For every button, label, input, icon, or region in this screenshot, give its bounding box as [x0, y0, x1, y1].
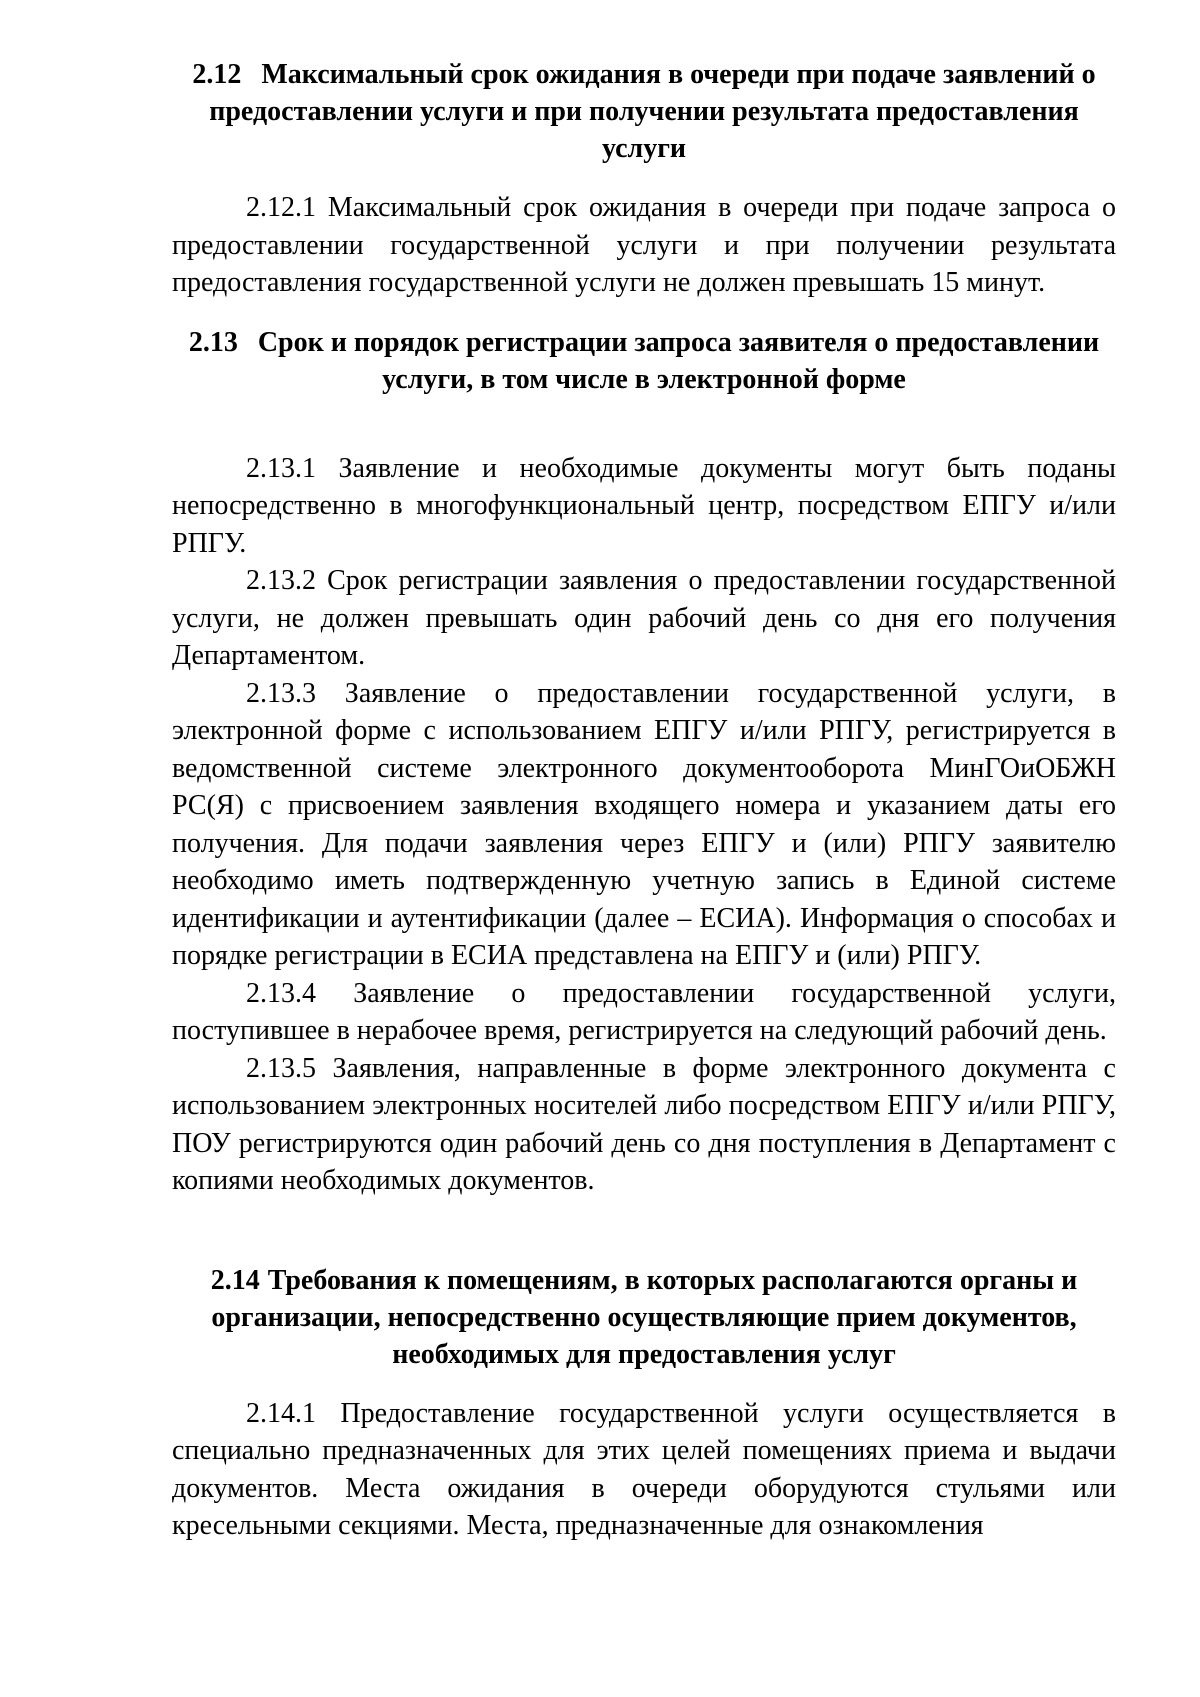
- section-heading-2-14: [172, 1262, 1116, 1373]
- paragraph-2-13-4: 2.13.4 Заявление о предоставлении государственной услуги, поступившее в нерабочее время, регистрируется на следующий рабочий день.: [172, 977, 1116, 1046]
- spacer: [172, 420, 1116, 450]
- section-number: 2.14: [210, 1264, 260, 1296]
- paragraph-2-13-2: 2.13.2 Срок регистрации заявления о предоставлении государственной услуги, не должен превышать один рабочий день со дня его получения Департаментом.: [172, 565, 1116, 671]
- document-body: [172, 56, 1116, 1545]
- section-heading-2-13: [172, 324, 1116, 398]
- section-title: Срок и порядок регистрации запроса заявителя о предоставлении услуги, в том числе в электронной форме: [257, 326, 1100, 395]
- section-title: Требования к помещениям, в которых располагаются органы и организации, непосредственно осуществляющие прием документов, необходимых для предоставления услуг: [211, 1264, 1078, 1370]
- section-number: 2.13: [188, 326, 238, 358]
- spacer: [172, 302, 1116, 324]
- paragraph-2-12-1: 2.12.1 Максимальный срок ожидания в очереди при подаче запроса о предоставлении государственной услуги и при получении результата предоставления государственной услуги не должен превышать 15 минут.: [172, 192, 1116, 298]
- paragraph-2-14-1: 2.14.1 Предоставление государственной услуги осуществляется в специально предназначенных для этих целей помещениях приема и выдачи документов. Места ожидания в очереди оборудуются стульями или кресельными секциями. Места, предназначенные для ознакомления: [172, 1397, 1116, 1541]
- section-number: 2.12: [192, 59, 242, 90]
- spacer: [172, 1200, 1116, 1262]
- paragraph-2-13-1: 2.13.1 Заявление и необходимые документы могут быть поданы непосредственно в многофункциональный центр, посредством ЕПГУ и/или РПГУ.: [172, 452, 1116, 559]
- section-title: Максимальный срок ожидания в очереди при подаче заявлений о предоставлении услуги и при получении результата предоставления услуги: [209, 59, 1096, 164]
- section-heading-2-12: [172, 56, 1116, 167]
- paragraph-2-13-3: 2.13.3 Заявление о предоставлении государственной услуги, в электронной форме с использованием ЕПГУ и/или РПГУ, регистрируется в ведомственной системе электронного документооборота МинГОиОБЖН РС(Я) с присвоением заявления входящего номера и указанием даты его получения. Для подачи заявления через ЕПГУ и (или) РПГУ заявителю необходимо иметь подтвержденную учетную запись в Единой системе идентификации и аутентификации (далее – ЕСИА). Информация о способах и порядке регистрации в ЕСИА представлена на ЕПГУ и (или) РПГУ.: [172, 677, 1116, 971]
- paragraph-2-13-5: 2.13.5 Заявления, направленные в форме электронного документа с использованием электронных носителей либо посредством ЕПГУ и/или РПГУ, ПОУ регистрируются один рабочий день со дня поступления в Департамент с копиями необходимых документов.: [172, 1052, 1116, 1196]
